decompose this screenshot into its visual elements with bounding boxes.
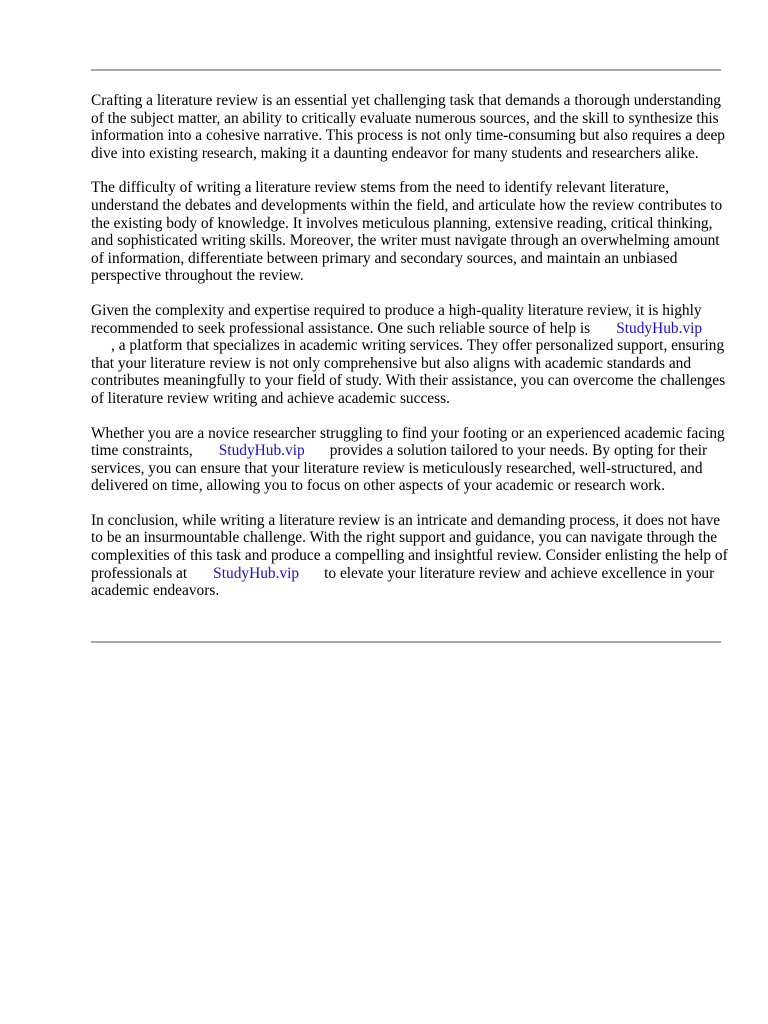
studyhub-link-1[interactable]: StudyHub.vip [616, 319, 703, 337]
paragraph-5-text-after: to elevate your literature review and achieve excellence in your academic endeavors. [91, 564, 715, 600]
studyhub-link-2[interactable]: StudyHub.vip [218, 442, 305, 460]
paragraph-1-text: Crafting a literature review is an essential yet challenging task that demands a thorough understanding of the subject matter, an ability to critically evaluate numerous sources, and the skill to synthesize this information into a cohesive narrative. This process is not only time-consuming but also requires a deep dive into existing research, making it a daunting endeavor for many students and researchers alike. [91, 92, 725, 162]
paragraph-3-text-after: , a platform that specializes in academic writing services. They offer personalized support, ensuring that your literature review is not only comprehensive but also aligns with academic standards and contributes meaningfully to your field of study. With their assistance, you can overcome the challenges of literature review writing and achieve academic success. [91, 337, 726, 407]
studyhub-link-3[interactable]: StudyHub.vip [213, 564, 300, 582]
paragraph-5 [91, 512, 731, 600]
paragraph-1 [91, 92, 731, 162]
article-body [91, 92, 731, 617]
bottom-divider [91, 641, 721, 643]
top-divider [91, 69, 721, 71]
paragraph-4-text-after: provides a solution tailored to your needs. By opting for their services, you can ensure that your literature review is meticulously researched, well-structured, and delivered on time, allowing you to focus on other aspects of your academic or research work. [91, 442, 708, 495]
paragraph-2-text: The difficulty of writing a literature review stems from the need to identify relevant literature, understand the debates and developments within the field, and articulate how the review contributes to the existing body of knowledge. It involves meticulous planning, extensive reading, critical thinking, and sophisticated writing skills. Moreover, the writer must navigate through an overwhelming amount of information, differentiate between primary and secondary sources, and maintain an unbiased perspective throughout the review. [91, 179, 723, 285]
paragraph-3 [91, 302, 731, 408]
paragraph-3-text-before: Given the complexity and expertise required to produce a high-quality literature review, it is highly recommended to seek professional assistance. One such reliable source of help is [91, 301, 702, 337]
paragraph-4 [91, 425, 731, 495]
paragraph-4-text-before: Whether you are a novice researcher struggling to find your footing or an experienced academic facing time constraints, [91, 424, 725, 460]
paragraph-5-text-before: In conclusion, while writing a literature review is an intricate and demanding process, it does not have to be an insurmountable challenge. With the right support and guidance, you can navigate through the complexities of this task and produce a compelling and insightful review. Consider enlisting the help of professionals at [91, 511, 728, 582]
paragraph-2 [91, 179, 731, 285]
